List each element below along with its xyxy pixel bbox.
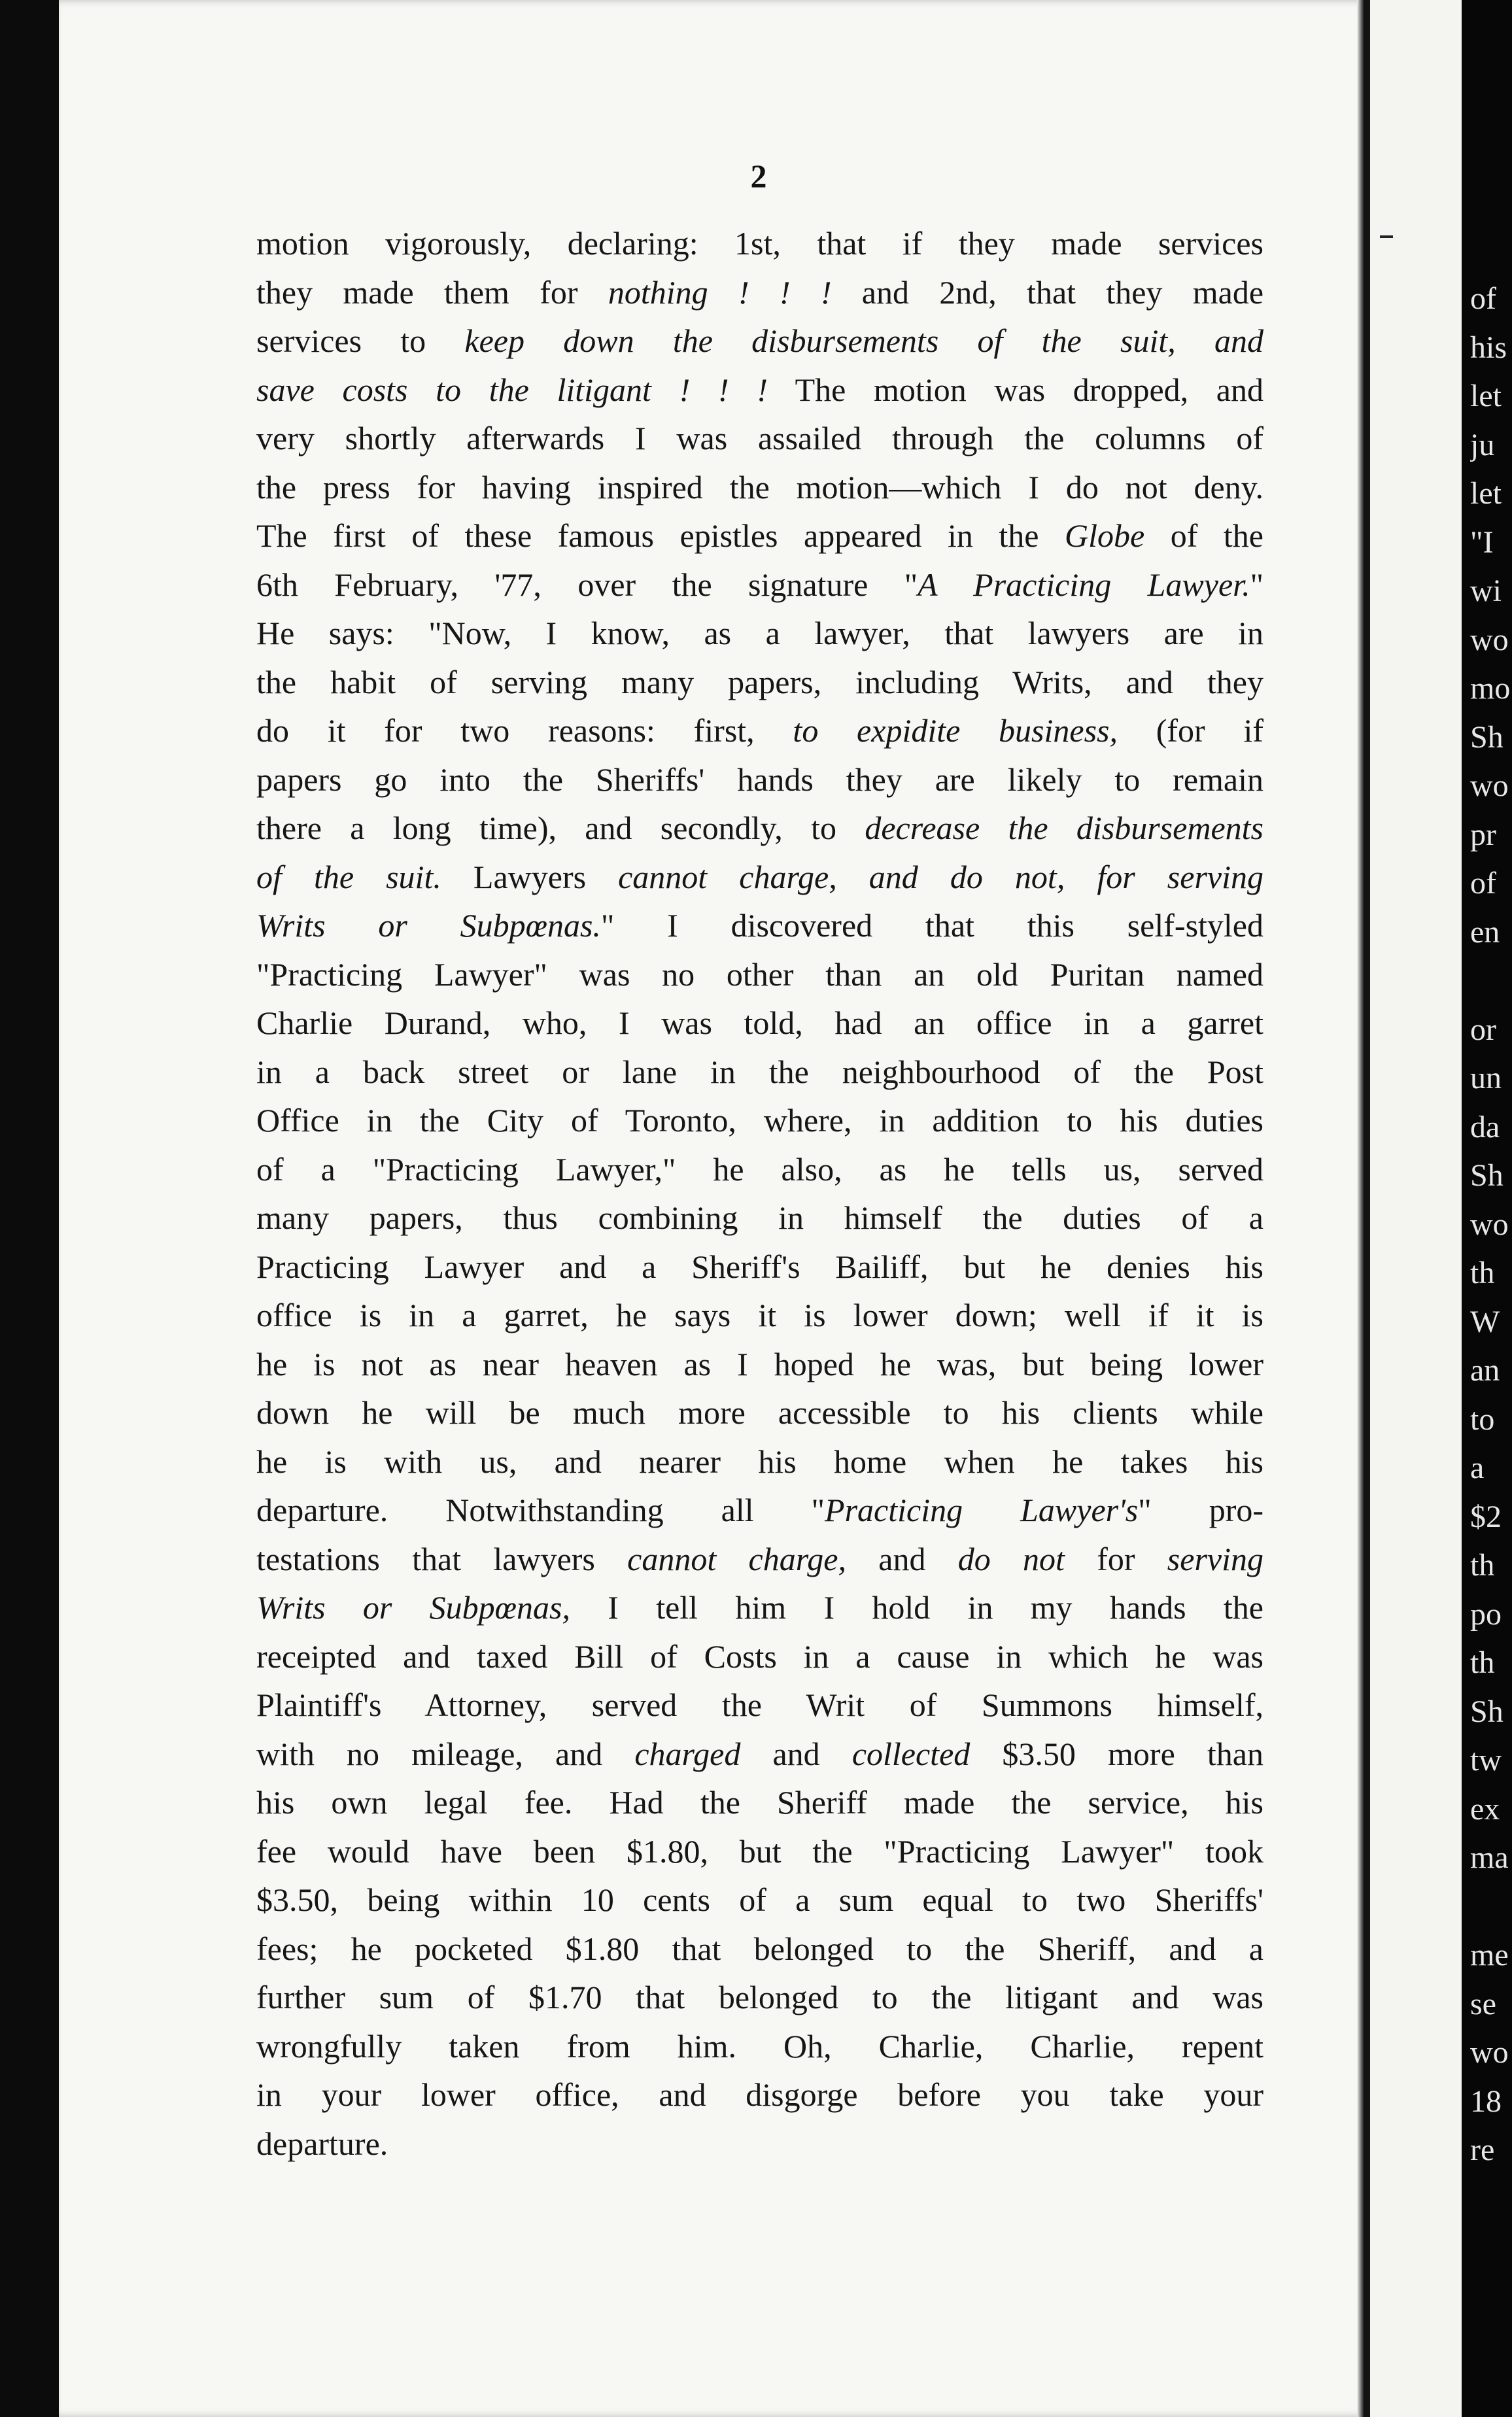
italic-run: charged: [634, 1735, 741, 1772]
facing-page-text-fragments: [1470, 275, 1512, 2175]
fragment: to: [1470, 1401, 1495, 1437]
text-line: [256, 2119, 1263, 2168]
text-run: wrongfully taken from him. Oh, Charlie, Charlie, repent: [256, 2027, 1263, 2065]
fragment: re: [1470, 2133, 1495, 2167]
fragment: an: [1470, 1353, 1500, 1388]
text-run: in your lower office, and disgorge before you take your: [256, 2076, 1263, 2113]
text-line: [256, 1437, 1263, 1486]
text-run: in a back street or lane in the neighbourhood of the Post: [256, 1053, 1263, 1090]
text-line: [256, 1145, 1263, 1194]
fragment: of: [1470, 281, 1496, 316]
text-run: office is in a garret, he says it is lower down; well if it is: [256, 1297, 1263, 1333]
italic-run: collected: [851, 1735, 971, 1772]
text-run: many papers, thus combining in himself the duties of a: [256, 1199, 1263, 1236]
text-run: do it for two reasons: first,: [256, 712, 793, 749]
text-run: The first of these famous epistles appeared in the: [256, 517, 1065, 554]
text-line: [256, 950, 1263, 999]
italic-run: do not: [957, 1540, 1065, 1577]
text-run: I tell him I hold in my hands the: [570, 1589, 1263, 1626]
text-line: [256, 609, 1263, 658]
body-text: [256, 219, 1263, 2168]
italic-run: nothing ! ! !: [608, 273, 832, 311]
text-line: [256, 1243, 1263, 1292]
text-line: [256, 1388, 1263, 1437]
text-run: with no mileage, and: [256, 1735, 635, 1772]
binding-mark: [1380, 235, 1393, 238]
text-line: [256, 560, 1263, 609]
fragment: let: [1470, 379, 1502, 413]
text-run: $3.50 more than: [970, 1735, 1263, 1772]
text-line: [256, 463, 1263, 512]
text-run: his own legal fee. Had the Sheriff made the service, his: [256, 1784, 1263, 1821]
text-run: " pro-: [1138, 1492, 1263, 1528]
fragment: en: [1470, 914, 1500, 950]
fragment: tw: [1470, 1743, 1502, 1777]
text-line: [256, 219, 1263, 268]
text-line: [256, 658, 1263, 707]
italic-run: Writs or Subpœnas,: [256, 1589, 570, 1626]
text-run: ": [1250, 566, 1264, 603]
fragment: ju: [1470, 427, 1495, 462]
italic-run: cannot charge, and do not, for serving: [618, 858, 1263, 895]
text-run: Practicing Lawyer and a Sheriff's Bailiff, but he denies his: [256, 1248, 1263, 1285]
fragment: un: [1470, 1061, 1502, 1095]
fragment: th: [1470, 1645, 1495, 1680]
text-line: [256, 2070, 1263, 2119]
text-line: [256, 1486, 1263, 1535]
fragment: [1470, 1883, 1512, 1932]
text-line: [256, 999, 1263, 1048]
text-run: departure.: [256, 2125, 388, 2162]
text-line: [256, 1632, 1263, 1681]
fragment: th: [1470, 1548, 1495, 1583]
italic-run: Writs or Subpœnas.: [256, 907, 601, 944]
fragment: da: [1470, 1109, 1500, 1144]
fragment: his: [1470, 330, 1507, 365]
text-line: [256, 366, 1263, 415]
text-run: and 2nd, that they made: [831, 273, 1264, 311]
text-line: [256, 1778, 1263, 1827]
text-run: "Practicing Lawyer" was no other than an old Puritan named: [256, 955, 1263, 993]
text-line: [256, 1340, 1263, 1389]
text-line: [256, 268, 1263, 317]
italic-run: of the suit.: [256, 858, 441, 895]
text-run: of a "Practicing Lawyer," he also, as he tells us, served: [256, 1150, 1263, 1188]
italic-run: Globe: [1065, 517, 1145, 554]
text-run: papers go into the Sheriffs' hands they are likely to remain: [256, 761, 1263, 798]
text-run: he is not as near heaven as I hoped he was, but being lower: [256, 1345, 1263, 1382]
text-line: [256, 317, 1263, 366]
text-line: [256, 1973, 1263, 2022]
text-line: [256, 755, 1263, 804]
text-line: [256, 511, 1263, 560]
page-number: 2: [750, 158, 767, 194]
fragment: or: [1470, 1012, 1496, 1047]
text-line: [256, 1925, 1263, 1974]
text-run: He says: "Now, I know, as a lawyer, that lawyers are in: [256, 615, 1263, 651]
text-run: Office in the City of Toronto, where, in addition to his duties: [256, 1102, 1263, 1139]
italic-run: serving: [1167, 1540, 1263, 1577]
text-run: the habit of serving many papers, including Writs, and they: [256, 663, 1263, 700]
text-run: services to: [256, 322, 465, 359]
italic-run: Practicing Lawyer's: [825, 1492, 1139, 1528]
italic-run: keep down the disbursements of the suit, and: [464, 322, 1263, 359]
fragment: th: [1470, 1256, 1495, 1290]
text-line: [256, 1193, 1263, 1243]
fragment: W: [1470, 1304, 1500, 1339]
text-run: The motion was dropped, and: [767, 371, 1263, 408]
fragment: [1470, 957, 1512, 1006]
text-run: further sum of $1.70 that belonged to the litigant and was: [256, 1979, 1263, 2015]
text-run: very shortly afterwards I was assailed through the columns of: [256, 420, 1263, 456]
fragment: wo: [1470, 768, 1509, 803]
text-line: [256, 1876, 1263, 1925]
text-run: departure. Notwithstanding all ": [256, 1492, 825, 1528]
text-line: [256, 1291, 1263, 1340]
text-run: of the: [1144, 517, 1263, 554]
fragment: Sh: [1470, 1158, 1503, 1193]
fragment: wi: [1470, 574, 1502, 608]
fragment: wo: [1470, 622, 1509, 657]
text-line: [256, 414, 1263, 463]
text-run: down he will be much more accessible to his clients while: [256, 1394, 1263, 1431]
italic-run: cannot charge,: [627, 1540, 847, 1577]
text-run: fee would have been $1.80, but the "Practicing Lawyer" took: [256, 1832, 1263, 1870]
text-line: [256, 901, 1263, 950]
text-run: Charlie Durand, who, I was told, had an office in a garret: [256, 1004, 1263, 1041]
fragment: "I: [1470, 524, 1494, 560]
fragment: 18: [1470, 2083, 1502, 2119]
text-run: receipted and taxed Bill of Costs in a cause in which he was: [256, 1637, 1263, 1675]
text-line: [256, 1096, 1263, 1145]
italic-run: save costs to the litigant ! ! !: [256, 371, 768, 408]
text-run: testations that lawyers: [256, 1540, 628, 1577]
text-line: [256, 2022, 1263, 2071]
italic-run: to expidite business,: [793, 712, 1118, 749]
text-line: [256, 1048, 1263, 1097]
fragment: Sh: [1470, 1694, 1503, 1729]
fragment: ex: [1470, 1791, 1500, 1826]
fragment: ma: [1470, 1840, 1509, 1875]
text-run: Plaintiff's Attorney, served the Writ of Summons himself,: [256, 1687, 1263, 1723]
text-line: [256, 1730, 1263, 1779]
text-run: motion vigorously, declaring: 1st, that if they made services: [256, 225, 1263, 262]
fragment: se: [1470, 1986, 1496, 2021]
fragment: let: [1470, 476, 1502, 511]
italic-run: decrease the disbursements: [865, 810, 1263, 846]
text-run: and: [740, 1735, 852, 1772]
fragment: of: [1470, 866, 1496, 900]
text-run: the press for having inspired the motion—which I do not deny.: [256, 468, 1263, 506]
fragment: Sh: [1470, 719, 1503, 755]
text-run: and: [846, 1540, 958, 1577]
text-line: [256, 804, 1263, 853]
text-line: [256, 1583, 1263, 1632]
fragment: a: [1470, 1450, 1485, 1485]
text-run: fees; he pocketed $1.80 that belonged to the Sheriff, and a: [256, 1930, 1263, 1967]
text-run: he is with us, and nearer his home when he takes his: [256, 1443, 1263, 1480]
fragment: $2: [1470, 1499, 1502, 1534]
text-run: there a long time), and secondly, to: [256, 810, 865, 846]
text-line: [256, 853, 1263, 902]
text-line: [256, 1827, 1263, 1876]
text-run: 6th February, '77, over the signature ": [256, 566, 918, 603]
text-run: $3.50, being within 10 cents of a sum equal to two Sheriffs': [256, 1881, 1263, 1918]
fragment: po: [1470, 1596, 1502, 1632]
text-run: (for if: [1118, 712, 1263, 749]
fragment: wo: [1470, 2035, 1509, 2070]
text-run: " I discovered that this self-styled: [600, 907, 1263, 944]
text-line: [256, 706, 1263, 755]
text-run: Lawyers: [441, 858, 619, 895]
fragment: mo: [1470, 671, 1511, 706]
fragment: wo: [1470, 1207, 1509, 1242]
fragment: me: [1470, 1938, 1509, 1972]
text-run: for: [1064, 1540, 1167, 1577]
text-line: [256, 1535, 1263, 1584]
text-line: [256, 1681, 1263, 1730]
text-run: they made them for: [256, 273, 608, 311]
facing-page-edge: [1370, 0, 1462, 2417]
fragment: pr: [1470, 817, 1496, 852]
italic-run: A Practicing Lawyer.: [918, 566, 1250, 603]
